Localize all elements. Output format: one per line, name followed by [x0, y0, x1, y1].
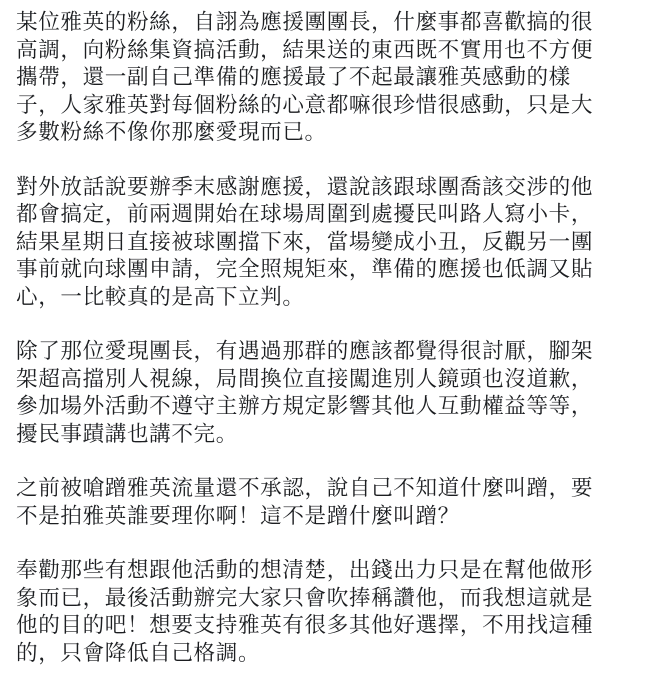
text-line: 象而已，最後活動辦完大家只會吹捧稱讚他，而我想這就是 — [16, 585, 594, 611]
text-line: 他的目的吧！想要支持雅英有很多其他好選擇，不用找這種 — [16, 613, 594, 638]
text-line: 不是拍雅英誰要理你啊！這不是蹭什麼叫蹭？ — [16, 503, 460, 529]
post-body — [16, 9, 638, 694]
paragraph-4 — [16, 475, 638, 530]
text-line: 的，只會降低自己格調。 — [16, 640, 261, 666]
text-line: 高調，向粉絲集資搞活動，結果送的東西既不實用也不方便 — [16, 37, 594, 63]
text-line: 攜帶，還一副自己準備的應援最了不起最讓雅英感動的樣 — [16, 65, 571, 90]
text-line: 都會搞定，前兩週開始在球場周圍到處擾民叫路人寫小卡， — [16, 202, 594, 227]
paragraph-5 — [16, 557, 638, 667]
paragraph-2 — [16, 174, 638, 312]
text-line: 除了那位愛現團長，有遇過那群的應該都覺得很討厭，腳架 — [16, 339, 594, 364]
text-line: 多數粉絲不像你那麼愛現而已。 — [16, 120, 327, 145]
text-line: 心，一比較真的是高下立判。 — [16, 284, 305, 310]
text-line: 對外放話說要辦季末感謝應援，還說該跟球團喬該交涉的他 — [16, 174, 594, 200]
text-line: 奉勸那些有想跟他活動的想清楚，出錢出力只是在幫他做形 — [16, 558, 594, 583]
text-line: 某位雅英的粉絲，自詡為應援團團長，什麼事都喜歡搞的很 — [16, 10, 594, 35]
text-line: 擾民事蹟講也講不完。 — [16, 421, 238, 447]
text-line: 子，人家雅英對每個粉絲的心意都嘛很珍惜很感動，只是大 — [16, 92, 594, 118]
text-line: 參加場外活動不遵守主辦方規定影響其他人互動權益等等， — [16, 394, 594, 419]
text-line: 之前被嗆蹭雅英流量還不承認，說自己不知道什麼叫蹭，要 — [16, 476, 594, 501]
paragraph-1 — [16, 9, 638, 147]
text-line: 架超高擋別人視線，局間換位直接闖進別人鏡頭也沒道歉， — [16, 366, 594, 392]
text-line: 結果星期日直接被球團擋下來，當場變成小丑，反觀另一團 — [16, 229, 594, 255]
text-line: 事前就向球團申請，完全照規矩來，準備的應援也低調又貼 — [16, 257, 594, 282]
paragraph-3 — [16, 338, 638, 448]
